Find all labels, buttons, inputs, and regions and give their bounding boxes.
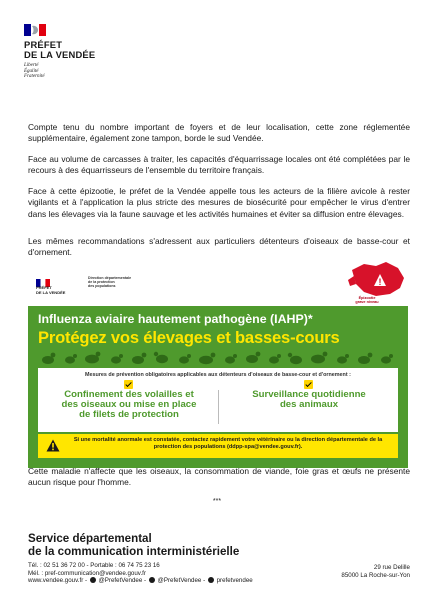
website-link[interactable]: www.vendee.gouv.fr [28, 577, 84, 585]
twitter-link[interactable]: @PrefetVendee [98, 577, 143, 585]
poster-headline: Protégez vos élevages et basses-cours [38, 328, 340, 347]
check-icon [124, 380, 133, 389]
paragraph-epizootie: Face à cette épizootie, le préfet de la Vendée appelle tous les acteurs de la filière avicole à rester vigilants et à l'application la plus stricte des mesures de biosécurité pour empêcher le virus d'entrer dans les élevages via la faune sauvage et les activités humaines et éviter sa diffusion entre élevages. [28, 186, 410, 219]
paragraph-closing: Cette maladie n'affecte que les oiseaux, la consommation de viande, foie gras et œufs ne présente aucun risque pour l'homme. [28, 466, 410, 488]
republic-motto: Liberté Égalité Fraternité [24, 63, 45, 80]
poster-ddpp: Direction départementale de la protection des populations [88, 276, 132, 289]
marianne-flag-icon [24, 24, 46, 36]
contact-email: Mél. : pref-communication@vendee.gouv.fr [28, 569, 146, 577]
separator-stars: *** [212, 498, 222, 505]
contact-block [28, 562, 253, 585]
social-links: www.vendee.gouv.fr - @PrefetVendee - @PrefetVendee - prefetvendee [28, 577, 253, 585]
poster-prefet: PRÉFET DE LA VENDÉE [36, 285, 66, 295]
measure-surveillance: Surveillance quotidienne des animaux [252, 389, 366, 411]
alert-text: Si une mortalité anormale est constatée, contactez rapidement votre vétérinaire ou la direction départementale de la protection des populations (ddpp-spa@vendee.gouv.fr). [73, 437, 383, 450]
check-icon [304, 380, 313, 389]
prefet-title: PRÉFET DE LA VENDÉE [24, 39, 96, 60]
poster-title: Influenza aviaire hautement pathogène (IAHP)* [38, 312, 313, 326]
instagram-icon [208, 577, 214, 583]
warning-icon [46, 439, 60, 452]
facebook-icon [149, 577, 155, 583]
twitter-icon [90, 577, 96, 583]
alert-banner [38, 434, 398, 458]
svg-text:!: ! [378, 277, 382, 287]
contact-phone: Tél. : 02 51 36 72 00 - Portable : 06 74 75 23 16 [28, 562, 160, 569]
service-title: Service départemental de la communication interministérielle [28, 532, 240, 558]
facebook-link[interactable]: @PrefetVendee [157, 577, 202, 585]
paragraph-carcasses: Face au volume de carcasses à traiter, les capacités d'équarrissage locales ont été complétées par le recours à des équarrisseurs de l'ensemble du territoire français. [28, 154, 410, 176]
prevention-panel [38, 368, 398, 432]
measure-confinement: Confinement des volailles et des oiseaux ou mise en place de filets de protection [61, 389, 197, 421]
prevention-heading: Mesures de prévention obligatoires applicables aux détenteurs d'oiseaux de basse-cour et d'ornement : [85, 372, 351, 378]
instagram-link[interactable]: prefetvendee [216, 577, 253, 585]
prefecture-logo [24, 24, 134, 80]
poster-header [28, 268, 408, 306]
panel-divider [218, 390, 219, 424]
poster-risk-label: Épizootie grave niveau [355, 296, 379, 305]
iahp-poster [28, 268, 408, 468]
paragraph-particuliers: Les mêmes recommandations s'adressent aux particuliers détenteurs d'oiseaux de basse-cour et d'ornement. [28, 236, 410, 258]
paragraph-zone: Compte tenu du nombre important de foyers et de leur localisation, cette zone réglementée supplémentaire, également zone tampon, borde le sud Vendée. [28, 122, 410, 144]
address-block: 29 rue Delille 85000 La Roche-sur-Yon [341, 564, 410, 579]
bird-silhouettes-icon [38, 350, 398, 366]
